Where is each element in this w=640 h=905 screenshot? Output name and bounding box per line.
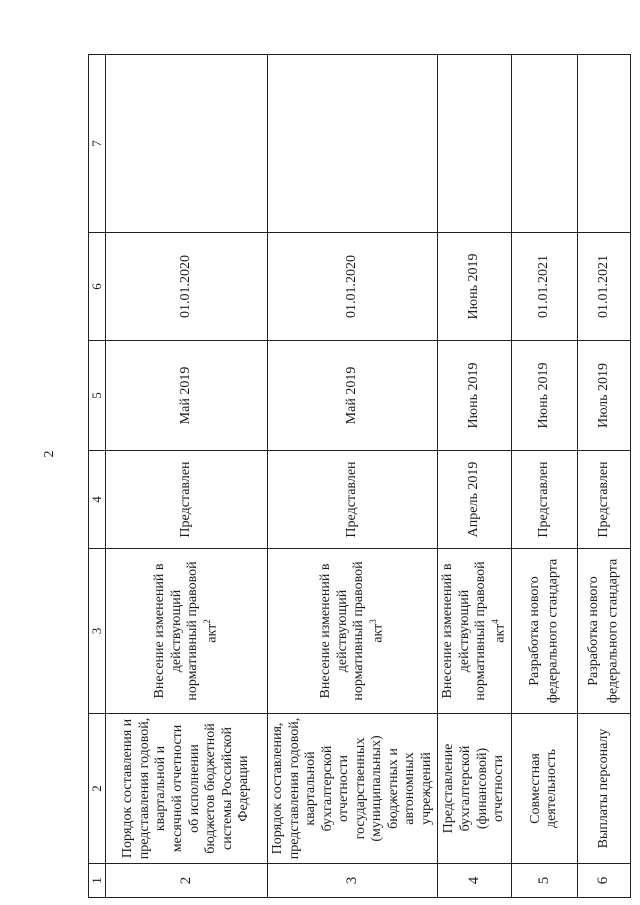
row-number: 3 (268, 864, 438, 898)
row-date-6: 01.01.2020 (106, 233, 268, 341)
col-header-3: 3 (89, 549, 106, 714)
row-action-text: Разработка нового федерального стандарта (526, 558, 561, 704)
row-action-text: Внесение изменений в действующий нормативный правовой акт (152, 561, 220, 701)
row-number: 4 (438, 864, 512, 898)
col-header-5: 5 (89, 341, 106, 451)
row-item: Порядок составления и представления годовой, квартальной и месячной отчетности об исполнении бюджетов бюджетной системы Российской Федерации (106, 714, 268, 864)
row-number: 5 (511, 864, 577, 898)
row-date-6: 01.01.2021 (511, 233, 577, 341)
row-action-text: Разработка нового федерального стандарта (586, 558, 621, 704)
footnote-mark: 2 (201, 619, 212, 624)
row-action (106, 549, 268, 714)
table-row (268, 55, 438, 898)
page-number: 2 (42, 450, 57, 458)
table-row (106, 55, 268, 898)
row-col-7 (106, 55, 268, 233)
plan-table (88, 54, 631, 898)
row-col-7 (511, 55, 577, 233)
row-status: Представлен (511, 451, 577, 549)
row-action-text: Внесение изменений в действующий нормативный правовой акт (318, 561, 386, 701)
footnote-mark: 4 (489, 619, 500, 624)
row-action-text: Внесение изменений в действующий нормативный правовой акт (440, 561, 508, 701)
col-header-4: 4 (89, 451, 106, 549)
row-action (577, 549, 630, 714)
row-number: 2 (106, 864, 268, 898)
row-action (511, 549, 577, 714)
col-header-6: 6 (89, 233, 106, 341)
row-date-5: Июль 2019 (577, 341, 630, 451)
rotated-table-container (88, 55, 621, 898)
col-header-1: 1 (89, 864, 106, 898)
row-date-6: 01.01.2020 (268, 233, 438, 341)
col-header-2: 2 (89, 714, 106, 864)
row-item: Порядок составления, представления годовой, квартальной бухгалтерской отчетности государственных (муниципальных) бюджетных и автономных учреждений (268, 714, 438, 864)
table-row (511, 55, 577, 898)
row-status: Апрель 2019 (438, 451, 512, 549)
header-row (89, 55, 106, 898)
row-action (268, 549, 438, 714)
row-date-5: Май 2019 (268, 341, 438, 451)
row-col-7 (438, 55, 512, 233)
row-status: Представлен (577, 451, 630, 549)
row-item: Выплаты персоналу (577, 714, 630, 864)
row-number: 6 (577, 864, 630, 898)
row-item: Совместная деятельность (511, 714, 577, 864)
row-status: Представлен (106, 451, 268, 549)
row-action (438, 549, 512, 714)
row-status: Представлен (268, 451, 438, 549)
table-row (438, 55, 512, 898)
row-date-6: 01.01.2021 (577, 233, 630, 341)
row-date-5: Май 2019 (106, 341, 268, 451)
table-row (577, 55, 630, 898)
col-header-7: 7 (89, 55, 106, 233)
row-col-7 (577, 55, 630, 233)
row-item: Представление бухгалтерской (финансовой) отчетности (438, 714, 512, 864)
row-date-5: Июнь 2019 (511, 341, 577, 451)
row-col-7 (268, 55, 438, 233)
row-date-5: Июнь 2019 (438, 341, 512, 451)
row-date-6: Июнь 2019 (438, 233, 512, 341)
footnote-mark: 3 (367, 619, 378, 624)
